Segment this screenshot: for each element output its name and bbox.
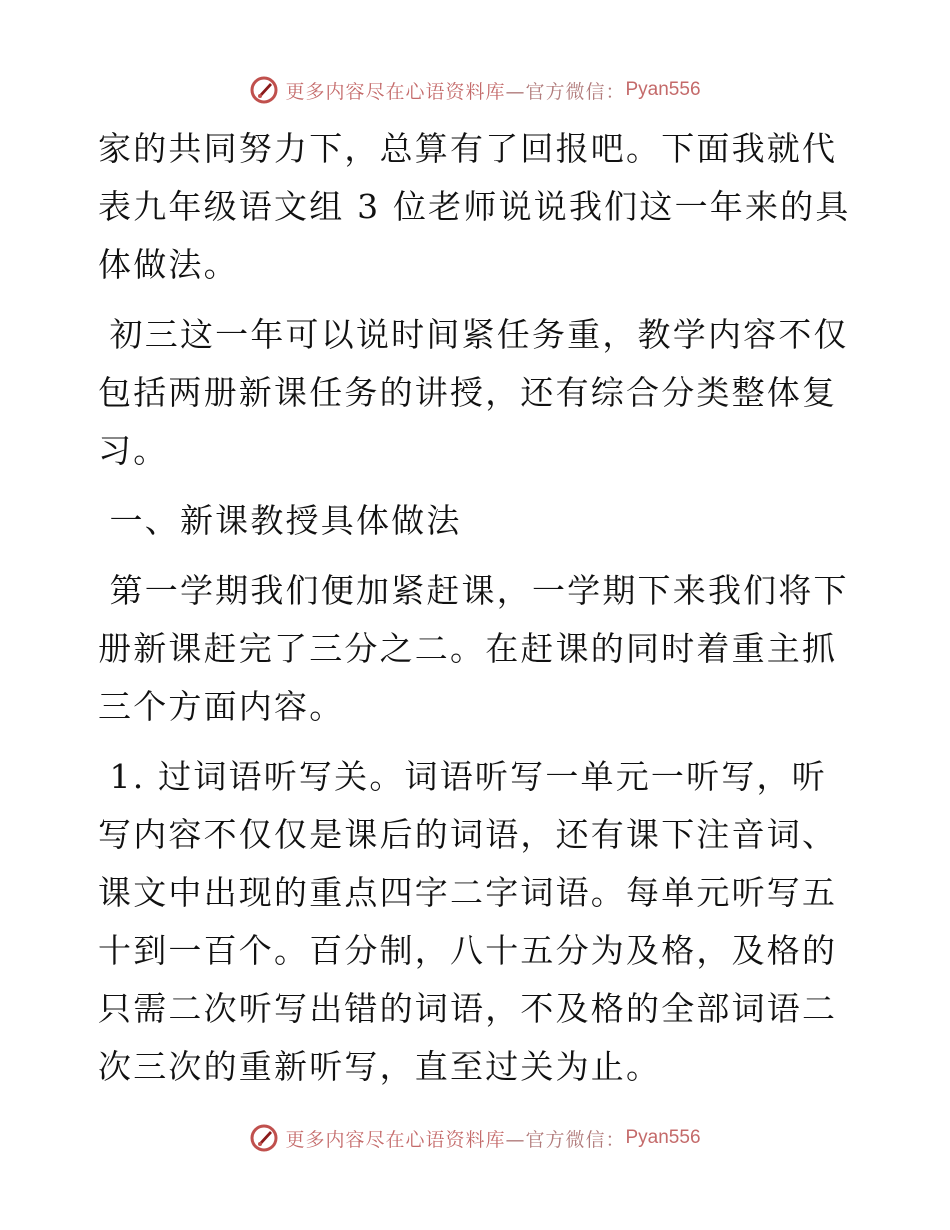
paragraph-1: 家的共同努力下，总算有了回报吧。下面我就代表九年级语文组 3 位老师说说我们这一年来的具体做法。 xyxy=(98,129,851,284)
watermark-account: Pyan556 xyxy=(625,79,701,100)
paragraph-2: 初三这一年可以说时间紧任务重，教学内容不仅包括两册新课任务的讲授，还有综合分类整体复习。 xyxy=(98,315,849,470)
watermark-text: 更多内容尽在心语资料库 xyxy=(285,80,506,103)
document-body xyxy=(98,120,858,1108)
watermark-header xyxy=(0,68,950,112)
logo-icon xyxy=(249,75,279,105)
logo-icon xyxy=(249,1123,279,1153)
paragraph-3: 第一学期我们便加紧赶课，一学期下来我们将下册新课赶完了三分之二。在赶课的同时着重主抓三个方面内容。 xyxy=(98,571,849,726)
paragraph-4: 1. 过词语听写关。词语听写一单元一听写，听写内容不仅仅是课后的词语，还有课下注音词、课文中出现的重点四字二字词语。每单元听写五十到一百个。百分制，八十五分为及格，及格的只需二次听写出错的词语，不及格的全部词语二次三次的重新听写，直至过关为止。 xyxy=(98,757,838,1086)
watermark-separator: —官方微信： xyxy=(505,80,626,103)
watermark-text: 更多内容尽在心语资料库 xyxy=(285,1128,506,1151)
watermark-footer xyxy=(0,1116,950,1160)
watermark-separator: —官方微信： xyxy=(505,1128,626,1151)
section-heading: 一、新课教授具体做法 xyxy=(109,501,462,540)
watermark-account: Pyan556 xyxy=(625,1127,701,1148)
